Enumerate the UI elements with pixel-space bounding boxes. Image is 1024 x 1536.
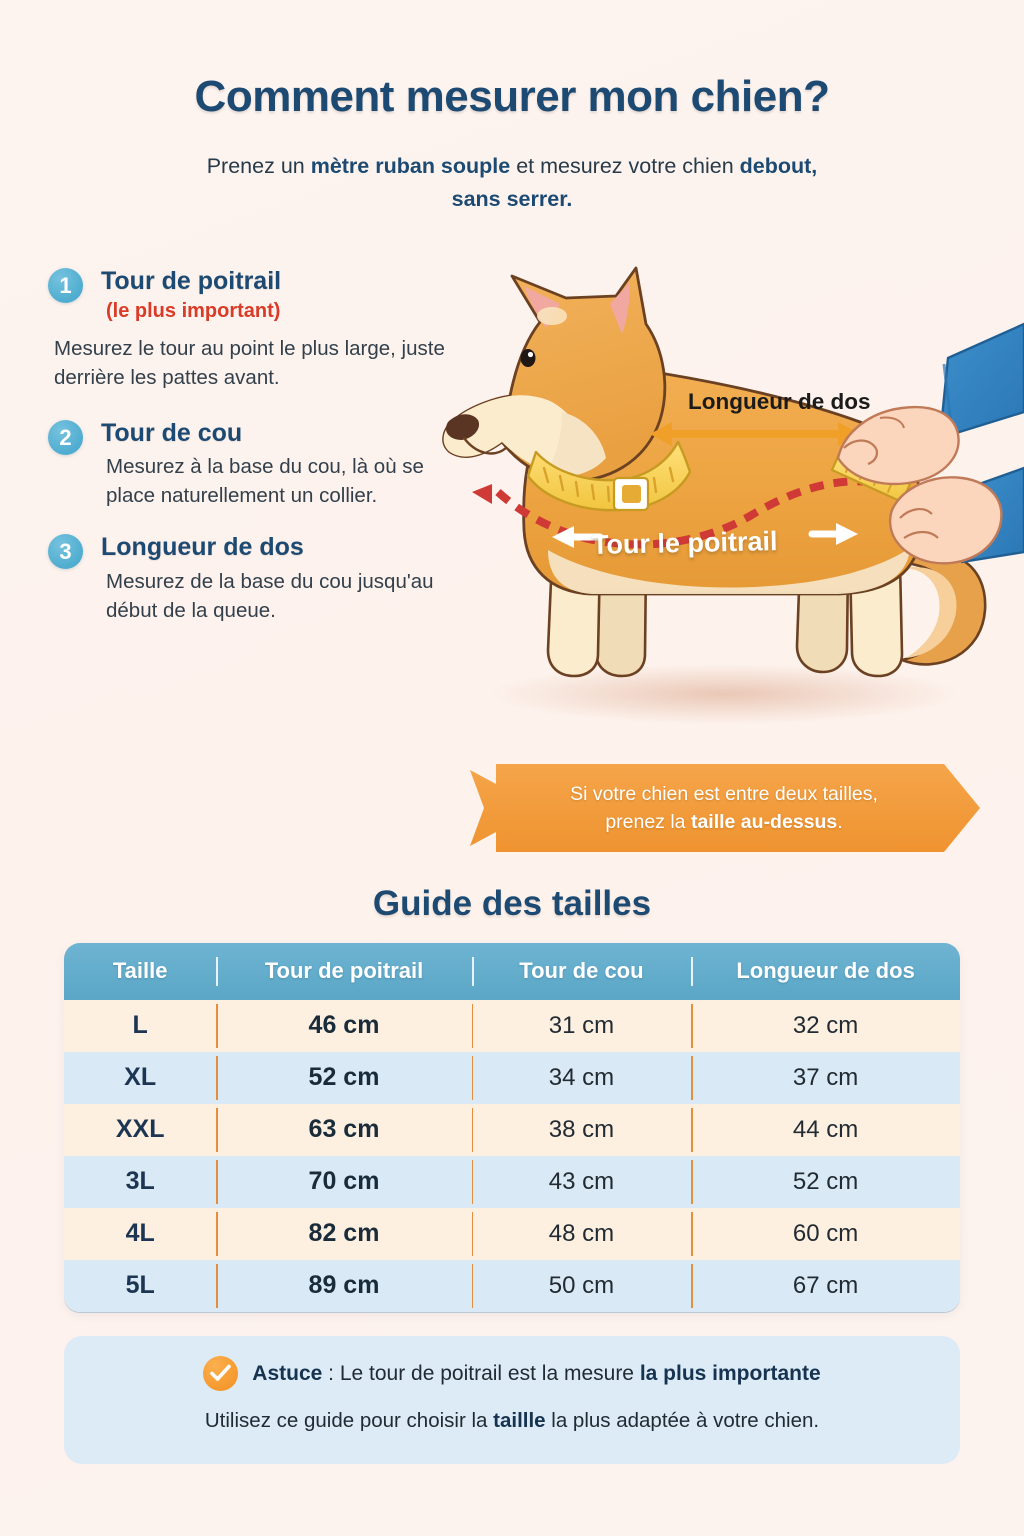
banner-line2-pre: prenez la — [605, 811, 691, 833]
banner-line-1: Si votre chien est entre deux tailles, — [570, 782, 878, 805]
dog-head — [444, 268, 665, 480]
size-up-banner — [464, 760, 984, 856]
dog-tail — [895, 553, 985, 665]
tip-box — [64, 1336, 960, 1464]
column-header-back: Longueur de dos — [691, 943, 960, 1000]
table-row — [64, 1260, 960, 1312]
step-number-badge-2: 2 — [48, 420, 83, 455]
cell-neck: 38 cm — [472, 1104, 692, 1156]
cell-size: L — [64, 1000, 216, 1052]
dog-measurement-illustration — [440, 262, 1024, 732]
step-body-2: Mesurez à la base du cou, là où se place naturellement un collier. — [106, 455, 424, 508]
cell-size: 3L — [64, 1156, 216, 1208]
cell-size: XXL — [64, 1104, 216, 1156]
table-row — [64, 1052, 960, 1104]
subtitle-bold-tape: mètre ruban souple — [310, 154, 511, 178]
column-header-chest: Tour de poitrail — [216, 943, 471, 1000]
table-row — [64, 1156, 960, 1208]
table-header-row — [64, 943, 960, 1000]
cell-chest: 70 cm — [216, 1156, 471, 1208]
tip-text-mid: : Le tour de poitrail est la mesure — [322, 1361, 640, 1385]
step-heading-3: Longueur de dos — [101, 533, 304, 562]
cell-neck: 43 cm — [472, 1156, 692, 1208]
table-row — [64, 1208, 960, 1260]
step-heading-1: Tour de poitrail — [101, 267, 282, 295]
tip-line2-post: la plus adaptée à votre chien. — [545, 1409, 820, 1432]
banner-line2-post: . — [837, 811, 843, 833]
cell-chest: 89 cm — [216, 1260, 471, 1312]
cell-size: 5L — [64, 1260, 216, 1312]
page-title: Comment mesurer mon chien? — [194, 72, 830, 121]
subtitle-bold-loose: sans serrer. — [451, 186, 573, 211]
check-circle-icon — [203, 1356, 238, 1391]
cell-neck: 50 cm — [472, 1260, 692, 1312]
tip-line2-bold: taillle — [493, 1409, 546, 1432]
step-body-1: Mesurez le tour au point le plus large, juste derrière les pattes avant. — [54, 336, 445, 389]
tip-label-astuce: Astuce — [252, 1361, 323, 1385]
steps-list — [48, 266, 472, 629]
page-subtitle — [110, 150, 914, 215]
step-item-back — [48, 532, 472, 625]
chest-girth-label: Tour le poitrail — [591, 526, 778, 560]
size-guide-table — [64, 943, 960, 1312]
tip-text-1 — [252, 1362, 820, 1386]
cell-chest: 63 cm — [216, 1104, 471, 1156]
cell-chest: 82 cm — [216, 1208, 471, 1260]
step-heading-2: Tour de cou — [101, 418, 243, 447]
banner-text — [464, 760, 984, 856]
tip-line-1 — [88, 1356, 936, 1391]
cell-back: 52 cm — [691, 1156, 960, 1208]
banner-line2-bold: taille au-dessus — [690, 811, 838, 833]
cell-back: 32 cm — [691, 1000, 960, 1052]
cell-neck: 31 cm — [472, 1000, 692, 1052]
size-guide-title: Guide des tailles — [372, 884, 652, 923]
column-header-size: Taille — [64, 943, 216, 1000]
cell-neck: 34 cm — [472, 1052, 692, 1104]
step-body-3: Mesurez de la base du cou jusqu'au début de la queue. — [106, 569, 434, 623]
banner-line-2 — [605, 808, 842, 836]
tip-line2-pre: Utilisez ce guide pour choisir la — [204, 1409, 494, 1432]
tip-line-2 — [88, 1409, 936, 1433]
cell-back: 60 cm — [691, 1208, 960, 1260]
back-length-label: Longueur de dos — [688, 389, 871, 414]
tip-text-emphasis: la plus importante — [639, 1361, 821, 1385]
dog-eye — [521, 349, 536, 367]
step-number-badge-3: 3 — [48, 534, 83, 569]
cell-neck: 48 cm — [472, 1208, 692, 1260]
cell-size: 4L — [64, 1208, 216, 1260]
subtitle-bold-standing: debout, — [739, 154, 818, 178]
step-subheading-1: (le plus important) — [106, 299, 281, 322]
subtitle-text-2: et mesurez votre chien — [510, 154, 740, 178]
cell-back: 67 cm — [691, 1260, 960, 1312]
cell-back: 44 cm — [691, 1104, 960, 1156]
cell-size: XL — [64, 1052, 216, 1104]
table-row — [64, 1104, 960, 1156]
step-number-badge-1: 1 — [48, 268, 83, 303]
cell-chest: 52 cm — [216, 1052, 471, 1104]
dog-brow-spot — [537, 307, 567, 325]
table-row — [64, 1000, 960, 1052]
column-header-neck: Tour de cou — [472, 943, 692, 1000]
cell-chest: 46 cm — [216, 1000, 471, 1052]
subtitle-text-1: Prenez un — [206, 154, 311, 178]
cell-back: 37 cm — [691, 1052, 960, 1104]
step-item-chest — [48, 266, 472, 392]
step-item-neck — [48, 418, 472, 511]
